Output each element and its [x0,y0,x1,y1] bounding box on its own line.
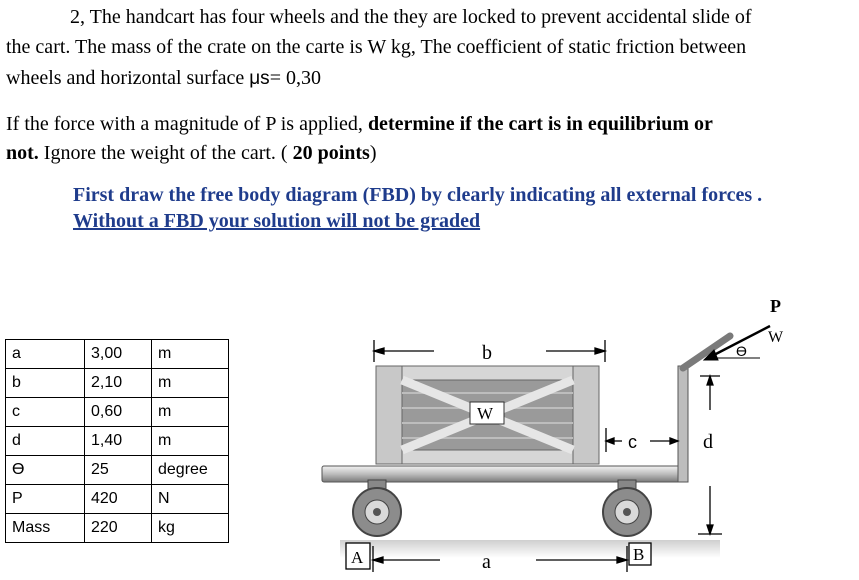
table-row [6,456,229,485]
symbol-cell: b [6,369,85,398]
problem-line-4 [6,113,713,136]
symbol-cell: P [6,485,85,514]
data-table [5,339,229,543]
symbol-cell: c [6,398,85,427]
dimension-d [698,376,722,534]
symbol-cell: ϴ [6,456,85,485]
label-b: b [482,342,492,364]
symbol-cell: a [6,340,85,369]
label-c: c [628,432,637,452]
label-theta: ϴ [736,343,747,359]
value-cell: 25 [85,456,152,485]
problem-line-5-bold: not. [6,142,39,164]
problem-line-1: 2, The handcart has four wheels and the they are locked to prevent accidental slide of [70,6,752,28]
instruction-line-1: First draw the free body diagram (FBD) by clearly indicating all external forces . [73,184,763,206]
table-row [6,369,229,398]
handcart-figure [300,290,859,580]
unit-cell: kg [152,514,229,543]
friction-coefficient-value: = 0,30 [269,67,321,89]
unit-cell: m [152,369,229,398]
problem-line-5-end: ) [369,142,377,164]
value-cell: 0,60 [85,398,152,427]
unit-cell: m [152,340,229,369]
unit-cell: m [152,427,229,456]
table-row [6,427,229,456]
value-cell: 220 [85,514,152,543]
table-row [6,398,229,427]
label-P: P [770,296,781,316]
value-cell: 2,10 [85,369,152,398]
left-wheel [353,480,401,536]
value-cell: 420 [85,485,152,514]
dimension-c [606,428,678,452]
problem-line-5 [6,142,377,165]
problem-line-5-text: Ignore the weight of the cart. ( [38,142,293,164]
unit-cell: m [152,398,229,427]
problem-line-4-bold: determine if the cart is in equilibrium or [367,113,713,135]
label-W: W [477,404,494,423]
value-cell: 1,40 [85,427,152,456]
instruction-line-2: Without a FBD your solution will not be graded [73,210,481,232]
table-row [6,485,229,514]
right-wheel [603,480,651,536]
table-row [6,340,229,369]
label-d: d [703,431,713,453]
points-label: 20 points [292,142,370,164]
label-W-force: W [768,329,784,346]
ground [340,540,720,558]
problem-line-4-text: If the force with a magnitude of P is applied, [6,113,368,135]
symbol-cell: Mass [6,514,85,543]
friction-coefficient-symbol: μs [249,68,270,89]
symbol-cell: d [6,427,85,456]
label-B: B [633,545,645,564]
unit-cell: degree [152,456,229,485]
unit-cell: N [152,485,229,514]
label-A: A [351,548,364,567]
label-a: a [482,551,491,573]
value-cell: 3,00 [85,340,152,369]
problem-line-3-text: wheels and horizontal surface [6,67,250,89]
problem-line-3 [6,67,321,90]
table-row [6,514,229,543]
problem-line-2: the cart. The mass of the crate on the carte is W kg, The coefficient of static friction between [6,36,747,58]
